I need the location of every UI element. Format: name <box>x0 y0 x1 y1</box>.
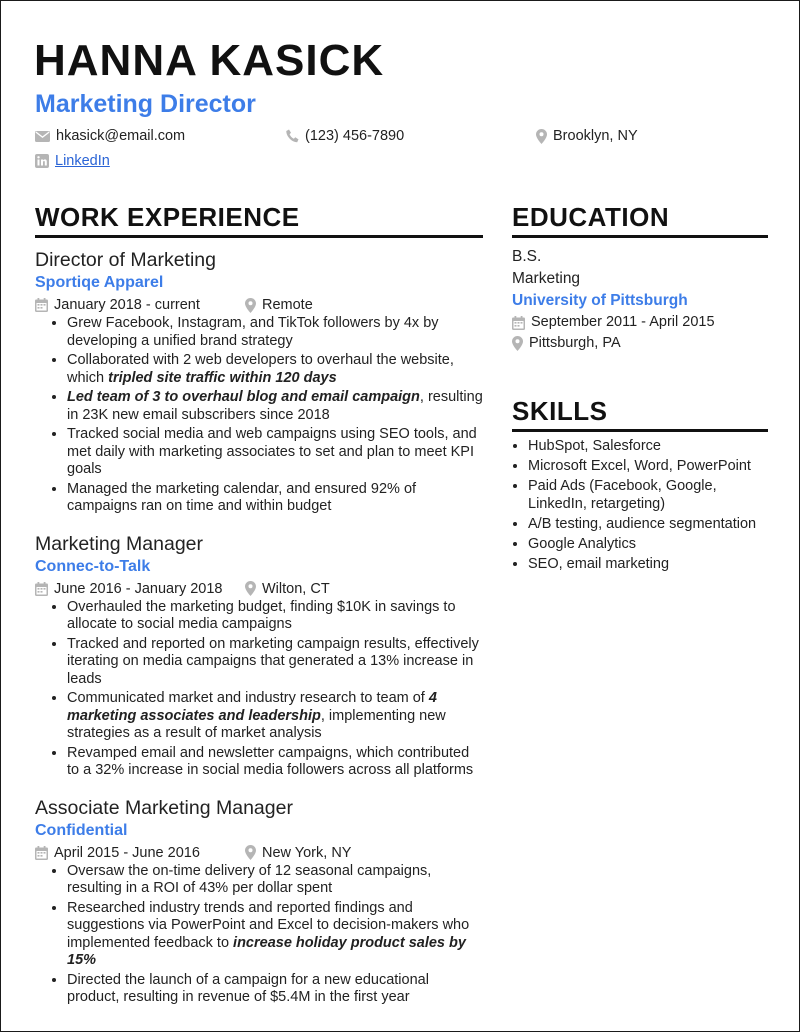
job-date-row <box>35 295 245 315</box>
job-meta <box>35 295 483 315</box>
map-pin-icon <box>245 581 256 596</box>
phone-text: (123) 456-7890 <box>305 128 405 144</box>
job-date: April 2015 - June 2016 <box>54 844 200 861</box>
job-location: New York, NY <box>262 844 352 861</box>
education-location: Pittsburgh, PA <box>529 335 621 351</box>
highlight-text: Led team of 3 to overhaul blog and email campaign <box>67 389 420 405</box>
job-role: Associate Marketing Manager <box>35 796 293 819</box>
map-pin-icon <box>536 129 547 144</box>
bullet-text: Researched industry trends and reported findings and suggestions via PowerPoint and Excel to decision-makers who implemented feedback to <box>67 899 470 951</box>
job-bullet <box>67 352 483 387</box>
education-degree: B.S. <box>512 248 542 265</box>
job-bullet <box>67 426 483 479</box>
education-location-row <box>512 333 768 354</box>
jobs-list <box>35 248 483 1007</box>
job-bullet <box>67 599 483 634</box>
bullet-text: Oversaw the on-time delivery of 12 seasonal campaigns, resulting in a ROI of 43% per dollar spent <box>67 862 432 896</box>
education-school: University of Pittsburgh <box>512 292 688 309</box>
job-meta <box>35 843 483 863</box>
map-pin-icon <box>245 845 256 860</box>
bullet-text: Overhauled the marketing budget, finding $10K in savings to allocate to social media campaigns <box>67 598 456 632</box>
highlight-text: increase holiday product sales by 15% <box>67 934 466 968</box>
job-location-row <box>245 843 351 863</box>
right-column <box>512 201 768 576</box>
job-company: Sportiqe Apparel <box>35 274 164 291</box>
job-company: Confidential <box>35 821 128 839</box>
job-location-row <box>245 295 313 315</box>
linkedin-icon <box>35 154 49 168</box>
location-text: Brooklyn, NY <box>553 128 638 144</box>
job-bullet <box>67 636 483 689</box>
job-bullet <box>67 690 483 743</box>
skill-item: • Paid Ads (Facebook, Google, LinkedIn, retargeting) <box>528 478 768 513</box>
work-experience-heading: WORK EXPERIENCE <box>35 201 483 238</box>
bullet-text: Grew Facebook, Instagram, and TikTok followers by 4x by developing a unified brand strategy <box>67 315 439 349</box>
email-text: hkasick@email.com <box>56 128 186 144</box>
bullet-text: Communicated market and industry research to team of <box>67 690 429 706</box>
highlight-text: tripled site traffic within 120 days <box>108 369 337 386</box>
skills-heading: SKILLS <box>512 395 768 432</box>
skill-item: • A/B testing, audience segmentation <box>528 516 768 534</box>
education-date-row <box>512 312 768 333</box>
calendar-icon <box>512 316 525 330</box>
job-date: January 2018 - current <box>54 297 200 313</box>
contact-linkedin <box>35 152 110 170</box>
education-field: Marketing <box>512 270 581 287</box>
calendar-icon <box>35 846 48 860</box>
calendar-icon <box>35 582 48 596</box>
education-heading: EDUCATION <box>512 201 768 238</box>
skills-list <box>512 438 768 573</box>
bullet-text: Tracked social media and web campaigns using SEO tools, and met daily with marketing associates to set and plan to meet KPI goals <box>67 426 477 477</box>
job-bullets <box>35 599 483 780</box>
job-bullet <box>67 900 483 970</box>
job-bullet <box>67 863 483 898</box>
job-entry <box>35 532 483 780</box>
job-title: Marketing Director <box>35 90 256 118</box>
job-entry <box>35 796 483 1007</box>
map-pin-icon <box>245 298 256 313</box>
job-entry <box>35 248 483 516</box>
skill-item: • Microsoft Excel, Word, PowerPoint <box>528 458 768 476</box>
job-location: Wilton, CT <box>262 580 330 597</box>
job-date-row <box>35 843 245 863</box>
contact-location <box>536 127 638 145</box>
education-date: September 2011 - April 2015 <box>531 314 715 330</box>
candidate-name: HANNA KASICK <box>34 36 385 85</box>
map-pin-icon <box>512 336 523 351</box>
skill-item: • Google Analytics <box>528 536 768 554</box>
job-location-row <box>245 579 330 599</box>
job-company: Connec-to-Talk <box>35 557 151 575</box>
job-bullet <box>67 972 483 1007</box>
job-bullets <box>35 863 483 1007</box>
job-bullet <box>67 481 483 516</box>
work-experience-section <box>35 201 483 1009</box>
skill-item: • HubSpot, Salesforce <box>528 438 768 456</box>
job-bullet <box>67 389 483 424</box>
bullet-text: , implementing new strategies as a result of market analysis <box>67 707 446 741</box>
highlight-text: 4 marketing associates and leadership <box>67 690 437 724</box>
contact-email <box>35 127 185 145</box>
bullet-text: Directed the launch of a campaign for a new educational product, resulting in revenue of $5.4M in the first year <box>67 971 429 1005</box>
job-date: June 2016 - January 2018 <box>54 580 223 597</box>
contact-phone <box>286 127 404 145</box>
job-role: Marketing Manager <box>35 532 203 555</box>
envelope-icon <box>35 131 50 142</box>
linkedin-link[interactable]: LinkedIn <box>55 153 110 169</box>
job-location: Remote <box>262 297 313 313</box>
skill-item: • SEO, email marketing <box>528 556 768 574</box>
bullet-text: Collaborated with 2 web developers to overhaul the website, which <box>67 352 454 386</box>
bullet-text: Revamped email and newsletter campaigns, which contributed to a 32% increase in social media followers across all platforms <box>67 744 474 778</box>
job-date-row <box>35 579 245 599</box>
bullet-text: , resulting in 23K new email subscribers since 2018 <box>67 389 483 423</box>
job-role: Director of Marketing <box>35 249 216 271</box>
job-bullet <box>67 315 483 350</box>
job-bullets <box>35 315 483 516</box>
phone-icon <box>286 129 299 143</box>
job-bullet <box>67 745 483 780</box>
education-entry <box>512 246 768 354</box>
bullet-text: Tracked and reported on marketing campaign results, effectively iterating on media campaigns that generated a 13% increase in leads <box>67 635 479 687</box>
calendar-icon <box>35 298 48 312</box>
bullet-text: Managed the marketing calendar, and ensured 92% of campaigns ran on time and within budget <box>67 480 417 514</box>
job-meta <box>35 579 483 599</box>
